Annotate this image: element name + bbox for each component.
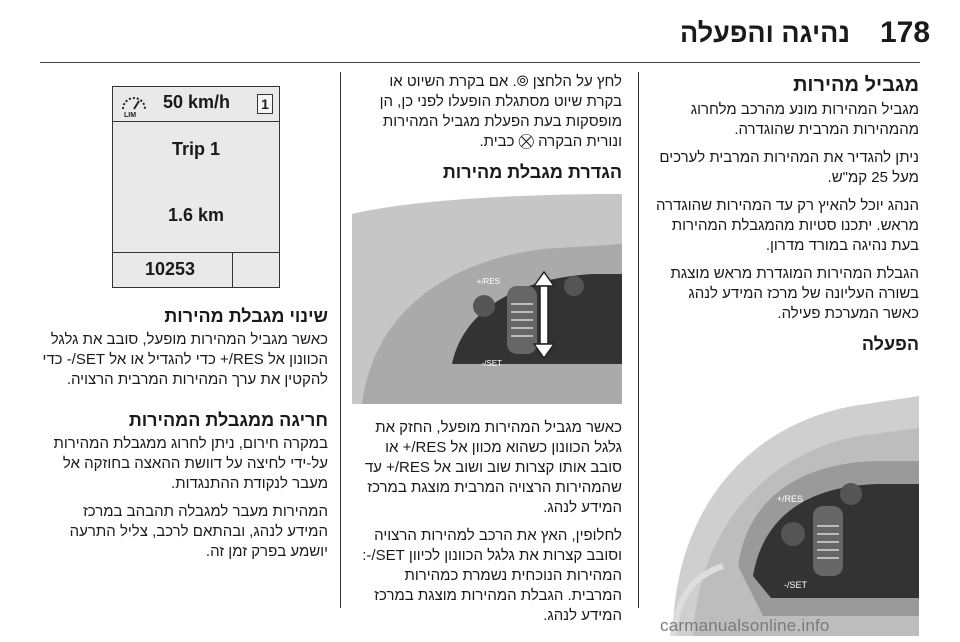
page-number: 178 [880,16,931,49]
section-exceed-limit [42,408,328,570]
trip-label: Trip 1 [171,139,220,159]
paragraph: המהירות מעבר למגבלה תהבהב במרכז המידע לנהג, ובהתאם לרכב, צליל התרעה יושמע בפרק זמן זה. [69,503,328,560]
intro-paragraph: לחץ על הלחצן ⦾. אם בקרת השיוט או בקרת שיוט מסתגלת הופעלו לפני כן, הן מופסקות בעת הפעלת מגביל המהירות ונורית הבקרה ⛒ כבית. [379,73,622,150]
paragraph: ניתן להגדיר את המהירות המרבית לערכים מעל 25 קמ"ש. [659,149,919,186]
column-middle [352,72,622,634]
steering-wheel-closeup [352,194,622,404]
column-divider-left [340,72,341,608]
steering-wheel-illustration [653,366,919,636]
speed-limit-value: 50 km/h [163,92,231,112]
display-page-number: 1 [257,94,273,114]
paragraph: לחלופין, האץ את הרכב למהירות הרצויה וסובב קצרות את גלגל הכוונון לכיוון SET/-: המהירות הנוכחית נשמרת כמהירות המרבית. הגבלת המהירות מוצגת במרכז המידע לנהג. [362,527,622,624]
paragraph: כאשר מגביל המהירות מופעל, החזק את גלגל הכוונון כשהוא מכוון אל RES/+ או סובב אותו קצרות שוב ושוב אל RES/+ עד שהמהירות הרצויה המרבית מוצגת במרכז המידע לנהג. [364,419,622,516]
set-label-closeup: SET/- [481,359,502,368]
speedometer-lim-icon [119,91,149,117]
lim-label: LIM [124,112,137,117]
watermark: carmanualsonline.info [660,616,830,635]
display-bottom-box [232,253,279,287]
heading-exceed-limit: חריגה ממגבלת המהירות [128,410,328,430]
res-label: RES/+ [776,494,803,504]
display-bottom-row [113,252,279,287]
trip-distance: 1.6 km [167,205,225,225]
page-header [0,14,960,50]
column-right [653,72,919,636]
paragraph: הנהג יוכל להאיץ רק עד המהירות שהוגדרה מראש. יתכנו סטיות מהמגבלת המהירות בעת נהיגה במורד מדרון. [655,197,919,254]
page-title: נהיגה והפעלה [679,18,850,48]
heading-speed-limiter: מגביל מהירות [793,74,919,96]
heading-operation: הפעלה [861,334,919,354]
driver-info-display [112,86,280,288]
odometer-value: 10253 [145,259,196,279]
paragraph: הגבלת המהירות המוגדרת מראש מוצגת בשורה העליונה של מרכז המידע לנהג כאשר המערכת פעילה. [670,265,919,322]
res-label-closeup: RES/+ [476,277,500,286]
header-rule [40,62,920,63]
paragraph: במקרה חירום, ניתן לחרוג ממגבלת המהירות על-ידי לחיצה על דוושת ההאצה בחוזקה אל מעבר לנקודת ההתנגדות. [53,435,328,492]
heading-set-limit: הגדרת מגבלת מהירות [442,162,622,182]
heading-change-limit: שינוי מגבלת מהירות [164,306,328,326]
display-top-row [113,87,279,122]
paragraph: מגביל המהירות מונע מהרכב מלחרוג מהמהירות המרבית שהוגדרה. [690,101,919,138]
section-change-limit [42,304,328,398]
paragraph: כאשר מגביל המהירות מופעל, סובב את גלגל הכוונון אל RES/+ כדי להגדיל או אל SET/- כדי להקטין את ערך המהירות המרבית הרצויה. [42,331,328,388]
column-divider-right [638,72,639,608]
set-label: SET/- [783,580,807,590]
